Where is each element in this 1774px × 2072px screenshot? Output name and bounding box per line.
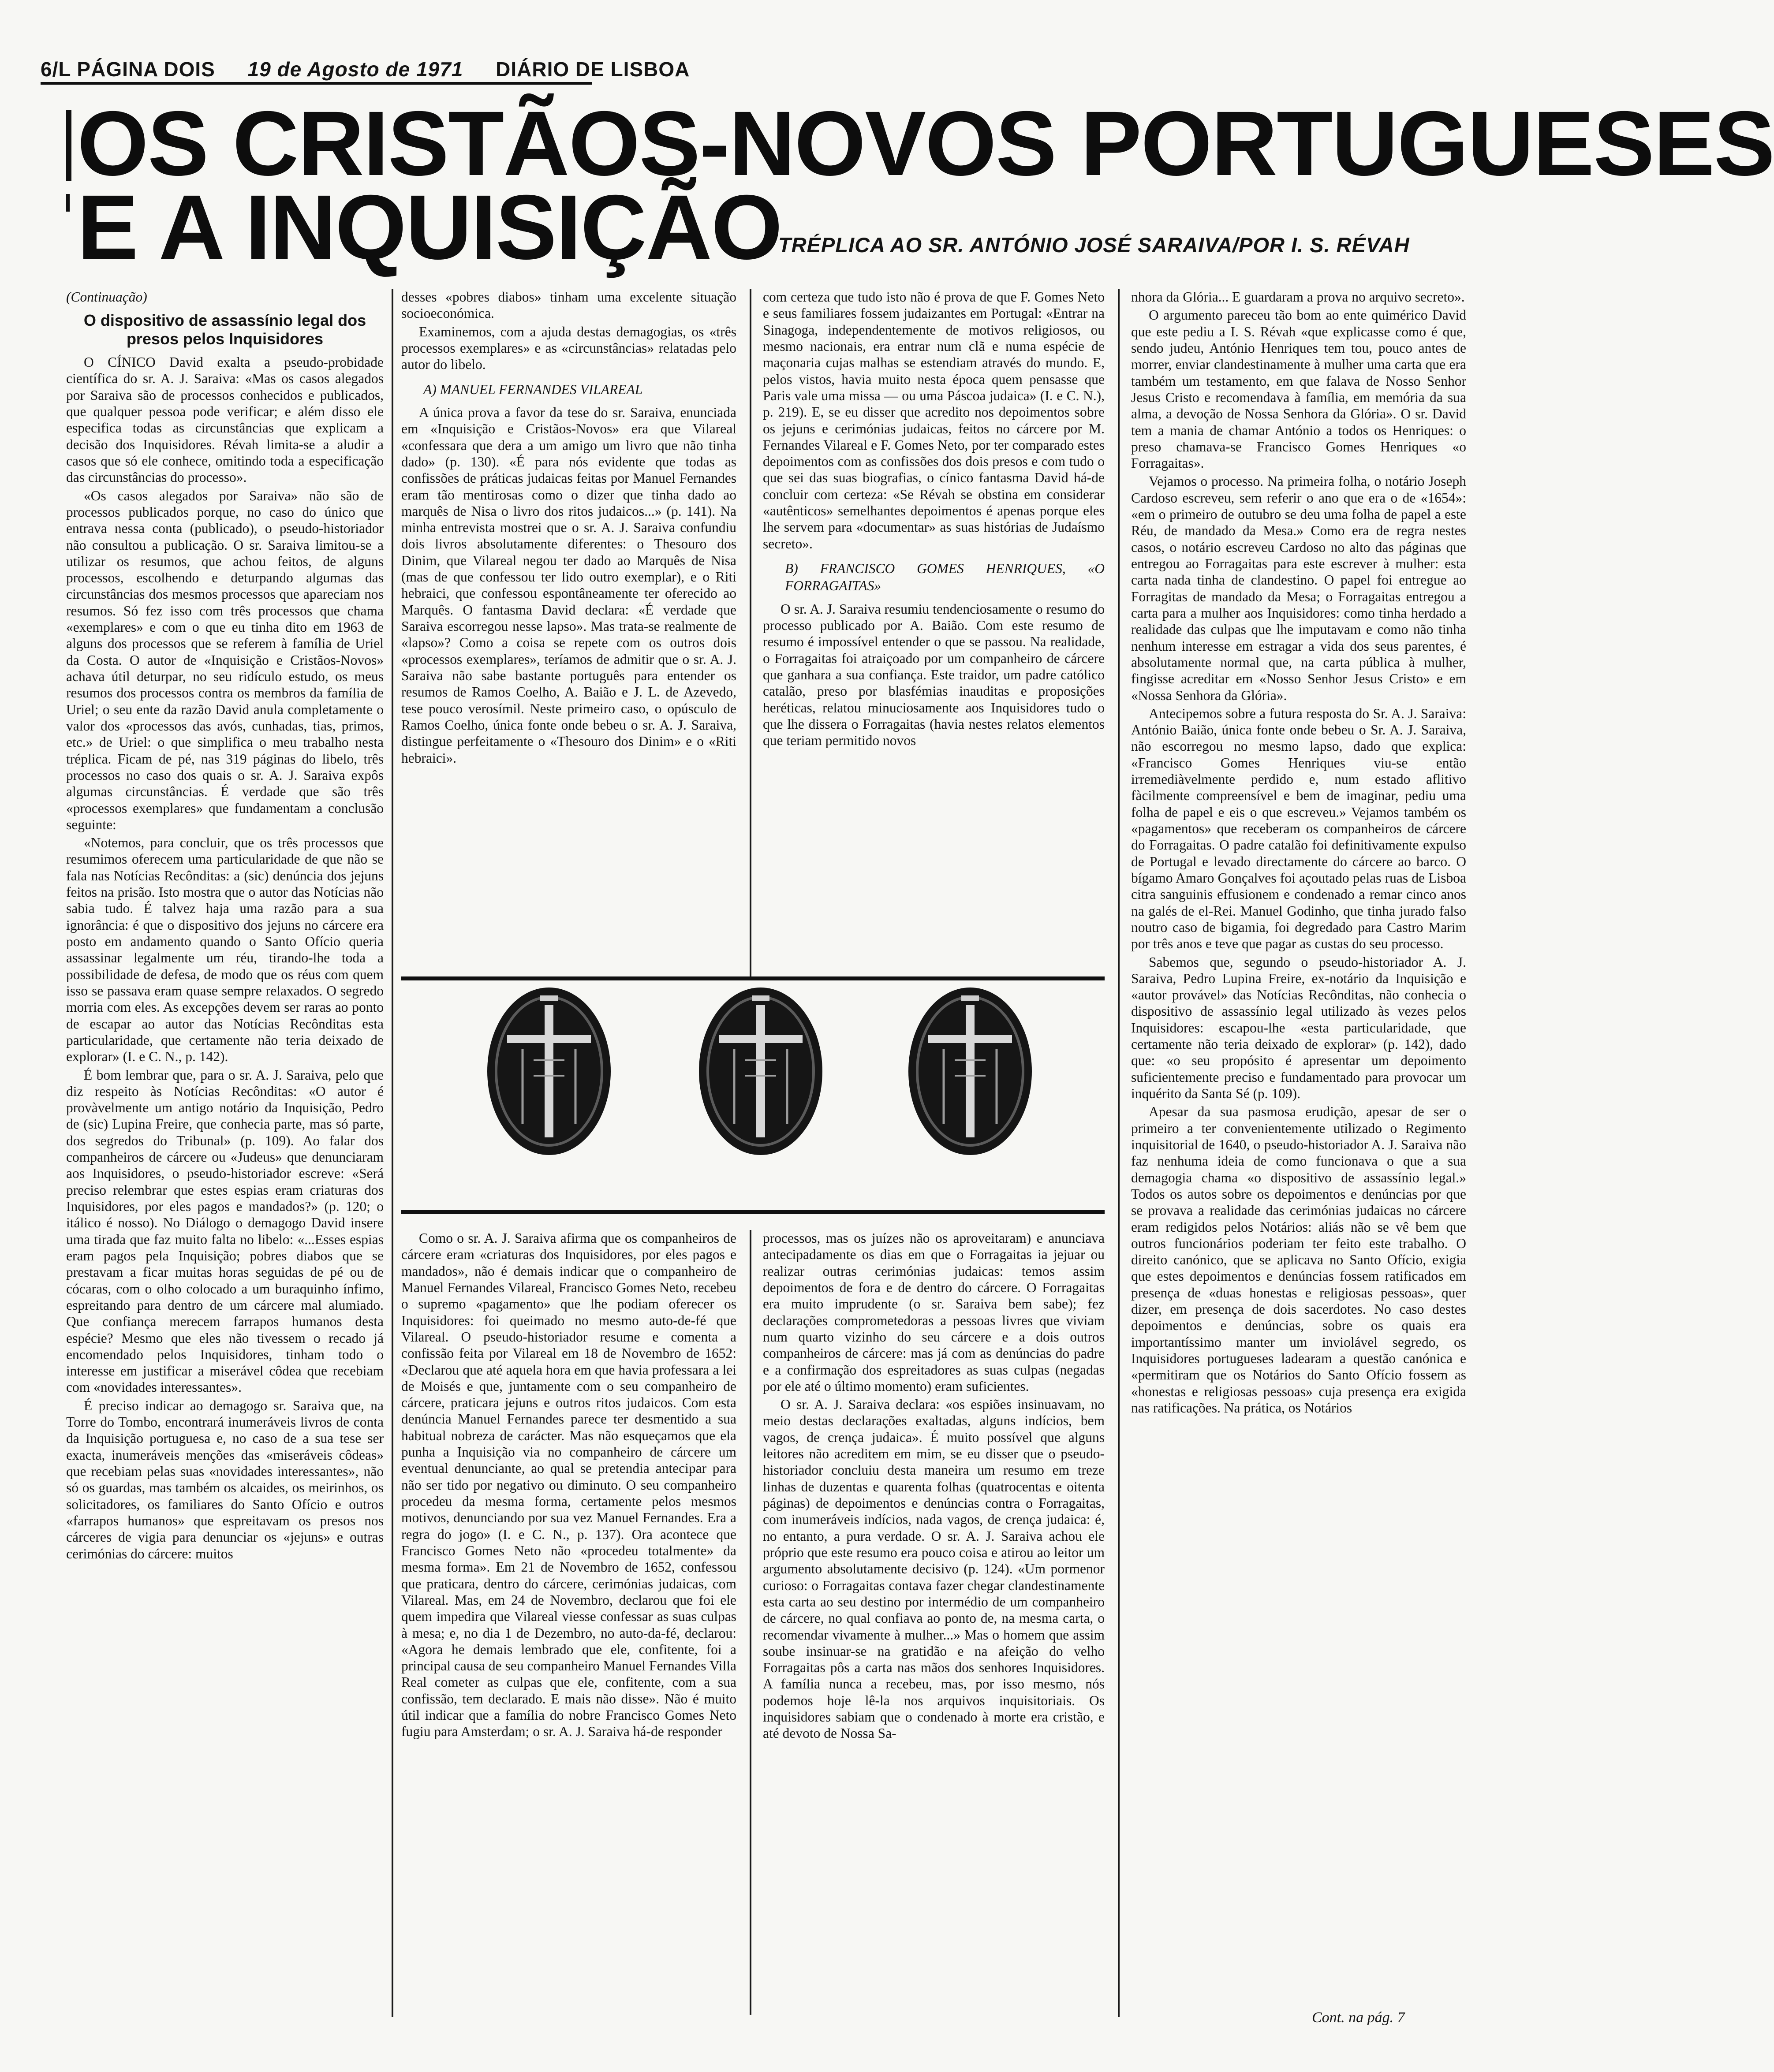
- paragraph: A única prova a favor da tese do sr. Saraiva, enunciada em «Inquisição e Cristãos-Novos» era que Vilareal «confessara que dera a um amigo um livro que não tinha dado» (p. 130). «É para nós evidente que todas as confissões de práticas judaicas feitas por Manuel Fernandes eram tão mentirosas como o dizer que tinha dado ao marquês de Nisa o livro dos ritos judaicos...» (p. 141). Na minha entrevista mostrei que o sr. A. J. Saraiva confundiu dois livros absolutamente diferentes: o Thesouro dos Dinim, que Vilareal negou ter dado ao Marquês de Nisa (mas de que confessou ter lido outro exemplar), e o Riti hebraici, que confessou espontâneamente ter oferecido ao Marquês. O fantasma David declara: «É verdade que Saraiva escorregou nesse lapso». Mas trata-se realmente de «lapso»? Como a coisa se repete com os outros dois «processos exemplares», teríamos de admitir que o sr. A. J. Saraiva não sabe bastante português para entender os resumos de Ramos Coelho, A. Baião e J. L. de Azevedo, tese pouco verosímil. Neste primeiro caso, o opúsculo de Ramos Coelho, única fonte onde bebeu o sr. A. J. Saraiva, distingue perfeitamente o «Thesouro dos Dinim» e o «Riti hebraici».: [401, 404, 736, 766]
- headline-line-2: E A INQUISIÇÃO: [77, 176, 782, 279]
- section-heading-a: A) MANUEL FERNANDES VILAREAL: [423, 381, 643, 397]
- crucifix-medallion-icon: [483, 983, 615, 1159]
- paragraph: O sr. A. J. Saraiva resumiu tendenciosamente o resumo do processo publicado por A. Baião. Com este resumo de resumo é impossível entender o que se passou. Na realidade, o Forragaitas foi atraiçoado por um companheiro de cárcere que ganhara a sua confiança. Este traidor, um padre católico catalão, preso por blasfémias inauditas e proposições heréticas, relatou minuciosamente aos Inquisidores tudo o que lhe dissera o Forragaitas (havia nestes relatos elementos que teriam permitido novos: [763, 601, 1105, 749]
- column-rule: [750, 289, 751, 976]
- headline-line-1: OS CRISTÃOS-NOVOS PORTUGUESES: [77, 93, 1774, 195]
- article-column-3-bottom: [763, 1230, 1105, 2015]
- paragraph: O argumento pareceu tão bom ao ente quimérico David que este pediu a I. S. Révah «que explicasse como é que, sendo judeu, António Henriques tem tou, pouco antes de morrer, enviar clandestinamente à mulher uma carta que era também um testamento, em que falava de Nosso Senhor Jesus Cristo e recomendava à família, em memória da sua alma, a devoção de Nossa Senhora da Glória». O sr. David tem a mania de chamar António a todos os Henriques: o preso chamava-se Francisco Gomes Henriques «o Forragaitas».: [1131, 307, 1466, 471]
- headline-bar: [66, 110, 71, 181]
- article-column-1: [66, 289, 384, 1995]
- paragraph: com certeza que tudo isto não é prova de que F. Gomes Neto e seus familiares fossem judaizantes em Portugal: «Entrar na Sinagoga, independentemente de motivos religiosos, ou mesmo nacionais, era entrar num clã e numa espécie de maçonaria cujas malhas se estendiam através do mundo. E, pelos vistos, havia muito nesta época quem pensasse que Paris vale uma missa — ou uma Páscoa judaica» (I. e C. N.), p. 219). E, se eu disser que acredito nos depoimentos sobre os jejuns e cerimónias judaicas, feitos no cárcere por M. Fernandes Vilareal e F. Gomes Neto, por ter comparado estes depoimentos com as confissões dos dois presos e com tudo o que sei das suas biografias, o cínico fantasma David há-de concluir com certeza: «Se Révah se obstina em considerar «autênticos» semelhantes depoimentos é apenas porque eles lhe servem para «documentar» as suas histórias de Judaísmo secreto».: [763, 289, 1105, 552]
- section-heading-b: B) FRANCISCO GOMES HENRIQUES, «O FORRAGAITAS»: [785, 561, 1105, 594]
- paragraph: «Notemos, para concluir, que os três processos que resumimos oferecem uma particularidade de que não se fala nas Notícias Recônditas: a (sic) denúncia dos jejuns feitos na prisão. Isto mostra que o autor das Notícias não sabia tudo. É talvez haja uma razão para a sua ignorância: é que o dispositivo dos jejuns no cárcere era posto em andamento quando o Santo Ofício queria assassinar legalmente um réu, tirando-lhe toda a possibilidade de defesa, de modo que os réus com quem isso se passava eram quase sempre relaxados. O segredo morria com eles. As excepções devem ser raras ao ponto de escapar ao autor das Notícias Recônditas esta particularidade, que certamente não teria deixado de explorar» (I. e C. N., p. 142).: [66, 835, 384, 1065]
- masthead-rule: [41, 82, 592, 85]
- headline-bar-small: [66, 194, 70, 212]
- crucifix-medallion-icon: [695, 983, 827, 1159]
- paragraph: Apesar da sua pasmosa erudição, apesar de ser o primeiro a ter convenientemente utilizado o Regimento inquisitorial de 1640, o pseudo-historiador A. J. Saraiva não faz nenhuma ideia de como funcionava o que a sua demagogia chama «o dispositivo de assassínio legal.» Todos os autos sobre os depoimentos e denúncias por que se provava a realidade das cerimónias judaicas no cárcere eram redigidos pelos Notários: aliás não se vê bem que outros funcionários poderiam ter feito este trabalho. O direito canónico, que se aplicava no Santo Ofício, exigia que estes depoimentos e denúncias fossem ratificados em presença de «duas honestas e religiosas pessoas», quer dizer, em presença de dois sacerdotes. No caso destes depoimentos e denúncias, sobre os quais era importantíssimo manter um inviolável segredo, os Inquisidores portugueses ladearam a questão canónica e «permitiram que os Notários do Santo Ofício fossem as «honestas e religiosas pessoas» cuja presença era exigida nas ratificações. Na prática, os Notários: [1131, 1104, 1466, 1416]
- paragraph: O CÍNICO David exalta a pseudo-probidade científica do sr. A. J. Saraiva: «Mas os casos alegados por Saraiva são de processos conhecidos e publicados, que qualquer pessoa pode verificar; e além disso ele especifica todas as circunstâncias que explicam a decisão dos Inquisidores. Révah limita-se a aludir a casos que só ele conhece, omitindo toda a especificação das circunstâncias do processo».: [66, 354, 384, 485]
- continuation-label: (Continuação): [66, 289, 147, 305]
- byline: TRÉPLICA AO SR. ANTÓNIO JOSÉ SARAIVA/POR I. S. RÉVAH: [778, 233, 1410, 257]
- crucifix-medallion-icon: [904, 983, 1036, 1159]
- page-label: 6/L PÁGINA DOIS: [41, 58, 215, 81]
- paragraph: nhora da Glória... E guardaram a prova no arquivo secreto».: [1131, 289, 1465, 305]
- paragraph: Antecipemos sobre a futura resposta do Sr. A. J. Saraiva: António Baião, única fonte onde bebeu o Sr. A. J. Saraiva, não escorregou no mesmo lapso, dado que explica: «Francisco Gomes Henriques viu-se então irremediàvelmente perdido e, num estado aflitivo fàcilmente compreensível e bem de imaginar, pediu uma folha de papel e eis o que escreveu.» Vejamos também os «pagamentos» que receberam os companheiros de cárcere do Forragaitas. O padre catalão foi definitivamente expulso de Portugal e levado directamente do cárcere ao barco. O bígamo Amaro Gonçalves foi açoutado pelas ruas de Lisboa citra sanguinis effusionem e condenado a remar cinco anos na galés de el-Rei. Manuel Godinho, que tinha jurado falso noutro caso de bigamia, foi degredado para Castro Marim por três anos e teve que pagar as custas do seu processo.: [1131, 705, 1466, 952]
- illustration-top-rule: [401, 976, 1105, 980]
- paragraph: desses «pobres diabos» tinham uma excelente situação socioeconómica.: [401, 289, 736, 321]
- paragraph: É preciso indicar ao demagogo sr. Saraiva que, na Torre do Tombo, encontrará inumeráveis livros de conta da Inquisição portuguesa e, no caso de a sua tese ser exacta, inumeráveis menções das «miseráveis côdeas» que recebiam pelas suas «novidades interessantes», não só os guardas, mas também os alcaides, os meirinhos, os solicitadores, os familiares do Santo Ofício e outros «farrapos humanos» que espreitavam os presos nos cárceres de vigia para denunciar os «jejuns» e outras cerimónias do cárcere: muitos: [66, 1397, 384, 1561]
- column-rule: [1118, 289, 1120, 2017]
- issue-date: 19 de Agosto de 1971: [247, 58, 463, 81]
- paragraph: O sr. A. J. Saraiva declara: «os espiões insinuavam, no meio destas declarações exaltadas, alguns indícios, bem vagos, de crença judaica». É muito possível que alguns leitores não acreditem em mim, se eu disser que o pseudo-historiador concluiu desta maneira um resumo em treze linhas de duzentas e quarenta folhas (quatrocentas e oitenta páginas) de depoimentos e denúncias contra o Forragaitas, com inumeráveis indícios, nada vagos, de crença judaica: é, no entanto, a pura verdade. O sr. A. J. Saraiva achou ele próprio que este resumo era pouco coisa e atirou ao leitor um argumento absolutamente decisivo (p. 124). «Um pormenor curioso: o Forragaitas contava fazer chegar clandestinamente esta carta ao seu destino por intermédio de um companheiro de cárcere, no qual confiava ao ponto de, na mesma carta, o recomendar vivamente à mulher...» Mas o homem que assim soube insinuar-se na gratidão e na afeição do velho Forragaitas pôs a carta nas mãos dos senhores Inquisidores. A família nunca a recebeu, mas, por isso mesmo, nós podemos hoje lê-la nos arquivos inquisitoriais. Os inquisidores sabiam que o condenado à morte era cristão, e até devoto de Nossa Sa-: [763, 1397, 1105, 1741]
- paragraph: Examinemos, com a ajuda destas demagogias, os «três processos exemplares» e as «circunstâncias» relatadas pelo autor do libelo.: [401, 324, 736, 373]
- column-rule: [750, 1230, 751, 2015]
- paragraph: Vejamos o processo. Na primeira folha, o notário Joseph Cardoso escreveu, sem referir o ano que era o de «1654»: «em o primeiro de outubro se deu uma folha de papel a este Réu, de mandado da Mesa.» Como era de regra nestes casos, o notário escreveu Cardoso no alto das páginas que entregou ao Forragaitas para este escrever à mulher: esta carta nada tinha de clandestino. O papel foi entregue ao Forragitas de mandado da Mesa; o Forragaitas entregou a carta para a mulher aos Inquisidores: como tinha herdado a realidade das culpas que lhe imputavam e como não tinha nenhum interesse em estragar a vida dos seus parentes, é absolutamente normal que, na carta pública à mulher, fingisse acreditar em «Nosso Senhor Jesus Cristo» e em «Nossa Senhora da Glória».: [1131, 473, 1466, 703]
- article-column-2-bottom: [401, 1230, 736, 2015]
- column-rule: [392, 289, 393, 2017]
- newspaper-name: DIÁRIO DE LISBOA: [496, 58, 690, 81]
- article-column-3-top: [763, 289, 1105, 981]
- paragraph: processos, mas os juízes não os aproveitaram) e anunciava antecipadamente os dias em que o Forragaitas ia jejuar ou realizar outras cerimónias judaicas: temos assim depoimentos de fora e de dentro do cárcere. O Forragaitas era muito imprudente (o sr. Saraiva bem sabe); fez declarações comprometedoras a pessoas livres que viviam num quarto vizinho do seu cárcere e a dois outros companheiros de cárcere: mas já com as denúncias do padre e a confirmação dos espreitadores as suas culpas (negadas por ele até o último momento) eram suficientes.: [763, 1230, 1105, 1394]
- illustration-bottom-rule: [401, 1210, 1105, 1214]
- paragraph: «Os casos alegados por Saraiva» não são de processos publicados porque, no caso do único que entrava nessa conta (publicado), o pseudo-historiador não consultou a publicação. O sr. Saraiva limitou-se a utilizar os resumos, que achou feitos, de alguns processos, escolhendo e deturpando algumas das circunstâncias dos mesmos processos que apareciam nos resumos. Só fez isso com três processos que chama «exemplares» e com o que eu tinha dito em 1963 de alguns dos processos que se referem à família de Uriel da Costa. O autor de «Inquisição e Cristãos-Novos» achava útil deturpar, no seu ridículo estudo, os meus resumos dos processos contra os membros da família de Uriel; o seu ente da razão David anula completamente o valor dos «processos das avós, cunhadas, tias, primos, etc.» de Uriel: o que simplifica o meu trabalho nesta tréplica. Ficam de pé, nas 319 páginas do libelo, três processos no caso dos quais o sr. A. J. Saraiva expôs algumas circunstâncias. É verdade que são três «processos exemplares» que fundamentam a conclusão seguinte:: [66, 488, 384, 832]
- continued-on-page-link[interactable]: Cont. na pág. 7: [1312, 2009, 1405, 2026]
- masthead: [41, 57, 690, 81]
- paragraph: Sabemos que, segundo o pseudo-historiador A. J. Saraiva, Pedro Lupina Freire, ex-notário da Inquisição e «autor provável» das Notícias Recônditas, não conhecia o dispositivo de assassínio legal utilizado às vezes pelos Inquisidores: escapou-lhe «esta particularidade, que certamente não teria deixado de explorar» (p. 142), dado que: «o seu propósito é apresentar um depoimento suficientemente preciso e fundamentado para provocar um inquérito da Santa Sé (p. 109).: [1131, 954, 1466, 1101]
- paragraph: Como o sr. A. J. Saraiva afirma que os companheiros de cárcere eram «criaturas dos Inquisidores, por eles pagos e mandados», não é demais indicar que o companheiro de Manuel Fernandes Vilareal, Francisco Gomes Neto, recebeu o supremo «pagamento» que lhe podiam oferecer os Inquisidores: foi queimado no mesmo auto-de-fé que Vilareal. O pseudo-historiador resume e comenta a confissão feita por Vilareal em 18 de Novembro de 1652: «Declarou que até aquela hora em que havia professara a lei de Moisés e que, juntamente com o seu companheiro de cárcere, praticara jejuns e outros ritos judaicos. Com esta denúncia Manuel Fernandes parece ter desmentido a sua habitual nobreza de carácter. Mas não esqueçamos que ela punha a Inquisição via no companheiro de cárcere um eventual denunciante, ao qual se pretendia antecipar para não ser tido por negativo ou diminuto. O seu companheiro procedeu da mesma forma, certamente pelos mesmos motivos, denunciando por sua vez Manuel Fernandes. Era a regra do jogo» (I. e C. N., p. 137). Ora acontece que Francisco Gomes Neto não «procedeu totalmente» da mesma forma». Em 21 de Novembro de 1652, confessou que praticara, dentro do cárcere, cerimónias judaicas, com Vilareal. Mas, em 24 de Novembro, declarou que foi ele quem impedira que Vilareal viesse confessar as suas culpas à mesa; e, no dia 1 de Dezembro, no auto-da-fé, declarou: «Agora he demais lembrado que ele, confitente, foi a principal causa de seu companheiro Manuel Fernandes Villa Real cometer as culpas que ele, confitente, com a sua confissão, tem declarado. E mais não disse». Não é muito útil indicar que a família do nobre Francisco Gomes Neto fugiu para Amsterdam; o sr. A. J. Saraiva há-de responder: [401, 1230, 736, 1740]
- article-column-4: [1131, 289, 1466, 2026]
- article-column-2-top: [401, 289, 736, 981]
- paragraph: É bom lembrar que, para o sr. A. J. Saraiva, pelo que diz respeito às Notícias Recônditas: «O autor é provàvelmente um antigo notário da Inquisição, Pedro de (sic) Lupina Freire, que conhecia parte, mas só parte, dos segredos do Tribunal» (p. 109). Ao falar dos companheiros de cárcere ou «Judeus» que denunciaram aos Inquisidores, o pseudo-historiador escreve: «Será preciso relembrar que estes espias eram criaturas dos Inquisidores, por eles pagos e mandados?» (p. 120; o itálico é nosso). No Diálogo o demagogo David insere uma tirada que faz muito falta no libelo: «...Esses espias eram pagos pela Inquisição; pobres diabos que se prestavam a ficar muitas horas seguidas de pé ou de cócaras, com o olho colocado a um buraquinho ínfimo, espreitando para dentro de um cárcere mal alumiado. Que confiança merecem farrapos humanos desta espécie? Mesmo que eles não tivessem o recado já encomendado pelos Inquisidores, tinham todo o interesse em justificar a miserável côdea que recebiam com «novidades interessantes».: [66, 1067, 384, 1395]
- section-subhead: O dispositivo de assassínio legal dos presos pelos Inquisidores: [83, 311, 366, 348]
